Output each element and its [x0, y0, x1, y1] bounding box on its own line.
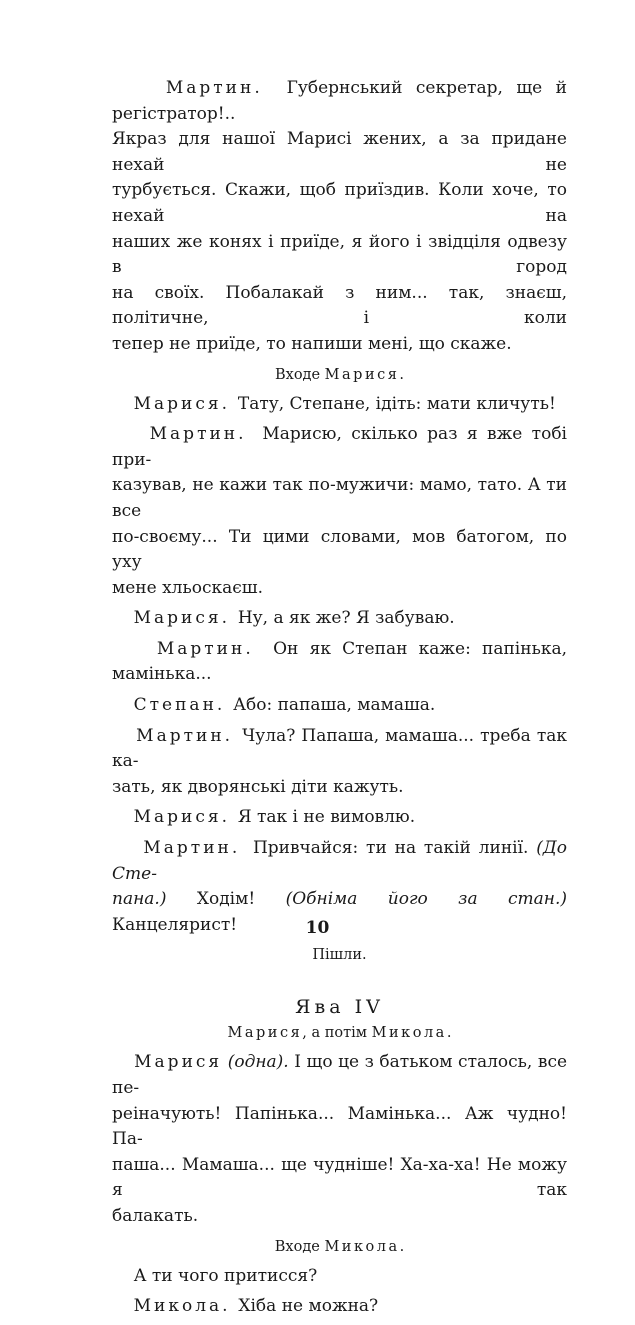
dialogue-line: казував, не кажи так по-мужичи: мамо, тато. А ти все: [112, 475, 567, 521]
dialogue-line: зать, як дворянські діти кажуть.: [112, 776, 404, 797]
stage-direction-inline: пана.): [112, 889, 167, 910]
speaker-name: Мартин: [165, 78, 255, 98]
dialogue-line: Хіба не можна?: [238, 1296, 379, 1317]
dialogue-line: на своїх. Побалакай з ним... так, знаєш, політичне, і коли: [112, 282, 567, 329]
dialogue-marysia-3: Марися. Я так і не вимовлю.: [133, 807, 416, 828]
speaker-name: Мартин: [149, 424, 239, 445]
dialogue-line: Я так і не вимовлю.: [237, 807, 416, 828]
scene-characters: Марися, а потім Микола.: [227, 1025, 452, 1042]
dialogue-line: Марисю, скілько раз я вже тобі при-: [112, 424, 567, 470]
stage-direction-inline: (одна).: [227, 1052, 289, 1073]
dialogue-marysia-5: [112, 1264, 567, 1290]
dialogue-line: балакать.: [112, 1205, 199, 1226]
dialogue-line: Якраз для нашої Марисі жених, а за придане нехай не: [112, 129, 567, 175]
dialogue-marysia-2: Марися. Ну, а як же? Я забуваю.: [133, 608, 455, 629]
dialogue-martyn-2: Мартин. Марисю, скілько раз я вже тобі при- казував, не кажи так по-мужичи: мамо, тато. А ти все по-своєму... Ти цими словами, мов батогом, по уху мене хльоскаєш.: [112, 422, 567, 601]
speaker-name: Мартин: [156, 638, 246, 659]
page-number: 10: [305, 918, 330, 938]
dialogue-stepan-1: Степан. Або: папаша, мамаша.: [133, 695, 436, 716]
speaker-name: Микола: [133, 1296, 223, 1317]
speaker-name: Мартин: [143, 838, 232, 859]
dialogue-line: турбується. Скажи, щоб приїздив. Коли хоче, то нехай на: [112, 180, 567, 226]
dialogue-line: Ходім!: [196, 889, 256, 910]
speaker-name: Марися: [133, 393, 222, 414]
dialogue-line: наших же конях і приїде, я його і звідціля одвезу в город: [112, 231, 567, 278]
dialogue-line: А ти чого притисся?: [133, 1265, 318, 1286]
speaker-name: Марися: [133, 608, 222, 629]
speaker-name: Марися: [133, 807, 222, 828]
dialogue-line: Ну, а як же? Я забуваю.: [237, 608, 455, 629]
dialogue-line: Тату, Степане, ідіть: мати кличуть!: [237, 393, 556, 414]
stage-direction-inline: (До Сте-: [112, 838, 567, 884]
dialogue-line: паша... Мамаша... ще чудніше! Ха-ха-ха! Не можу я так: [112, 1154, 567, 1201]
dialogue-marysia-1: Марися. Тату, Степане, ідіть: мати кличуть!: [133, 393, 556, 414]
stage-direction-inline: (Обніма його за стан.): [285, 889, 568, 910]
dialogue-line: Або: папаша, мамаша.: [233, 695, 436, 716]
dialogue-martyn-3: Мартин. Он як Степан каже: папінька, мамінька...: [112, 638, 567, 685]
stage-direction-exit: Пішли.: [312, 947, 367, 964]
dialogue-mykola-1: Микола. Хіба не можна?: [133, 1296, 379, 1317]
dialogue-line: реіначують! Папінька... Мамінька... Аж чудно! Па-: [112, 1103, 567, 1150]
dialogue-line: по-своєму... Ти цими словами, мов батогом, по уху: [112, 526, 567, 573]
speaker-name: Мартин: [136, 725, 225, 746]
dialogue-martyn-1: Мартин. Губернський секретар, ще й регістратор!.. Якраз для нашої Марисі жених, а за придане нехай не турбується. Скажи, щоб приїздив. Коли хоче, то нехай на наших же конях і приїде, я його і звідціля одвезу в город на своїх. Побалакай з ним... так, знаєш, політичне, і коли тепер не приїде, то напиши мені, що скаже.: [112, 76, 567, 358]
dialogue-line: мене хльоскаєш.: [112, 577, 263, 598]
dialogue-line: Губернський секретар, ще й регістратор!..: [112, 78, 567, 124]
stage-direction-enter: Входе Микола.: [274, 1238, 405, 1255]
dialogue-martyn-4: Мартин. Чула? Папаша, мамаша... треба так ка- зать, як дворянські діти кажуть.: [112, 724, 567, 801]
dialogue-line: Чула? Папаша, мамаша... треба так ка-: [112, 725, 567, 772]
speaker-name: Марися: [134, 1052, 223, 1073]
dialogue-line: Привчайся: ти на такій линії.: [252, 838, 529, 859]
dialogue-line: І що це з батьком сталось, все пе-: [112, 1052, 568, 1098]
stage-direction-enter: Входе Марися.: [274, 366, 404, 383]
scene-title: Ява IV: [295, 996, 384, 1019]
text-block: [112, 76, 567, 1325]
dialogue-marysia-4: [112, 1050, 567, 1229]
dialogue-martyn-5: Мартин. Привчайся: ти на такій линії. (До Сте- пана.) Ходім! (Обніма його за стан.) Канцелярист!: [112, 838, 568, 935]
dialogue-line: Он як Степан каже: папінька, мамінька...: [112, 638, 567, 685]
speaker-name: Степан: [133, 695, 217, 716]
dialogue-line: тепер не приїде, то напиши мені, що скаже.: [112, 333, 512, 354]
dialogue-line: Канцелярист!: [112, 914, 238, 935]
